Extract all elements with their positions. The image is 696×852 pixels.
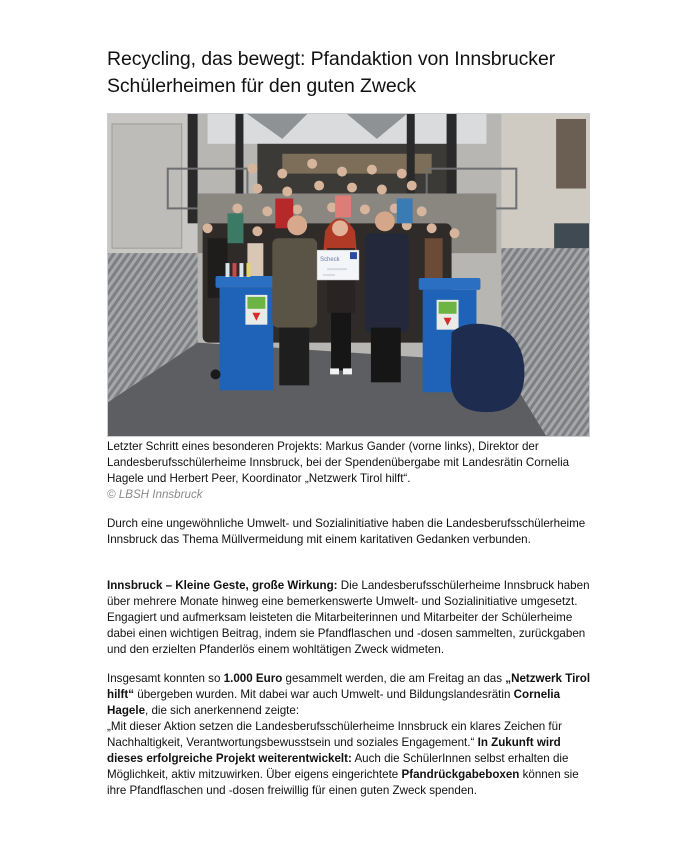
boxes-highlight: Pfandrückgabeboxen <box>401 768 520 781</box>
article-title <box>107 46 597 100</box>
text-segment: , die sich anerkennend zeigte: <box>145 704 300 717</box>
organization-highlight: „Netzwerk Tirol hilft“ <box>107 672 591 701</box>
text-segment: übergeben wurden. Mit dabei war auch Umwelt- und Bildungslandesrätin <box>134 688 514 701</box>
photo-caption: Letzter Schritt eines besonderen Projekts: Markus Gander (vorne links), Direktor der Landesberufsschülerheime Innsbruck, bei der Spendenübergabe mit Landesrätin Cornelia Hagele und Herbert Peer, Koordinator „Netzwerk Tirol hilft“. <box>107 440 570 485</box>
blue-bin-left <box>211 276 278 390</box>
text-segment: Insgesamt konnten so <box>107 672 224 685</box>
article-paragraph-1 <box>107 578 597 658</box>
future-highlight: In Zukunft wird dieses erfolgreiche Projekt weiterentwickelt: <box>107 736 561 765</box>
person-highlight: Cornelia Hagele <box>107 688 561 717</box>
article-photo <box>107 113 590 437</box>
article-paragraph-2 <box>107 671 597 799</box>
svg-text:Scheck: Scheck <box>320 257 340 264</box>
quote: „Mit dieser Aktion setzen die Landesberufsschülerheime Innsbruck ein klares Zeichen für Nachhaltigkeit, Verantwortungsbewusstsein und soziales Engagement.“ <box>107 720 562 749</box>
group-photo-illustration <box>108 114 589 436</box>
text-segment: gesammelt werden, die am Freitag an das <box>282 672 506 685</box>
dateline-lead: Innsbruck – Kleine Geste, große Wirkung: <box>107 579 338 592</box>
paragraph-text: Die Landesberufsschülerheime Innsbruck haben über mehrere Monate hinweg eine bemerkenswerte Umwelt- und Sozialinitiative umgesetzt. Engagiert und aufmerksam leisteten die Mitarbeiterinnen und Mitarbeiter der Schülerheime dabei einen wichtigen Beitrag, indem sie Pfandflaschen und -dosen sammelten, zurückgaben und den erzielten Pfanderlös einem wohltätigen Zweck widmeten. <box>107 579 590 656</box>
amount-highlight: 1.000 Euro <box>223 672 283 685</box>
article-intro: Durch eine ungewöhnliche Umwelt- und Sozialinitiative haben die Landesberufsschülerheime Innsbruck das Thema Müllvermeidung mit einem karitativen Gedanken verbunden. <box>107 517 586 546</box>
title-line-1: Recycling, das bewegt: Pfandaktion von Innsbrucker <box>107 48 556 70</box>
text-segment: können sie ihre Pfandflaschen und -dosen freiwillig für einen guten Zweck spenden. <box>107 768 579 797</box>
photo-credit: © LBSH Innsbruck <box>107 488 203 501</box>
check-sign <box>317 250 359 280</box>
text-segment: Auch die SchülerInnen selbst erhalten die Möglichkeit, aktiv mitzuwirken. Über eigens eingerichtete <box>107 752 569 781</box>
title-line-2: Schülerheimen für den guten Zweck <box>107 75 416 97</box>
